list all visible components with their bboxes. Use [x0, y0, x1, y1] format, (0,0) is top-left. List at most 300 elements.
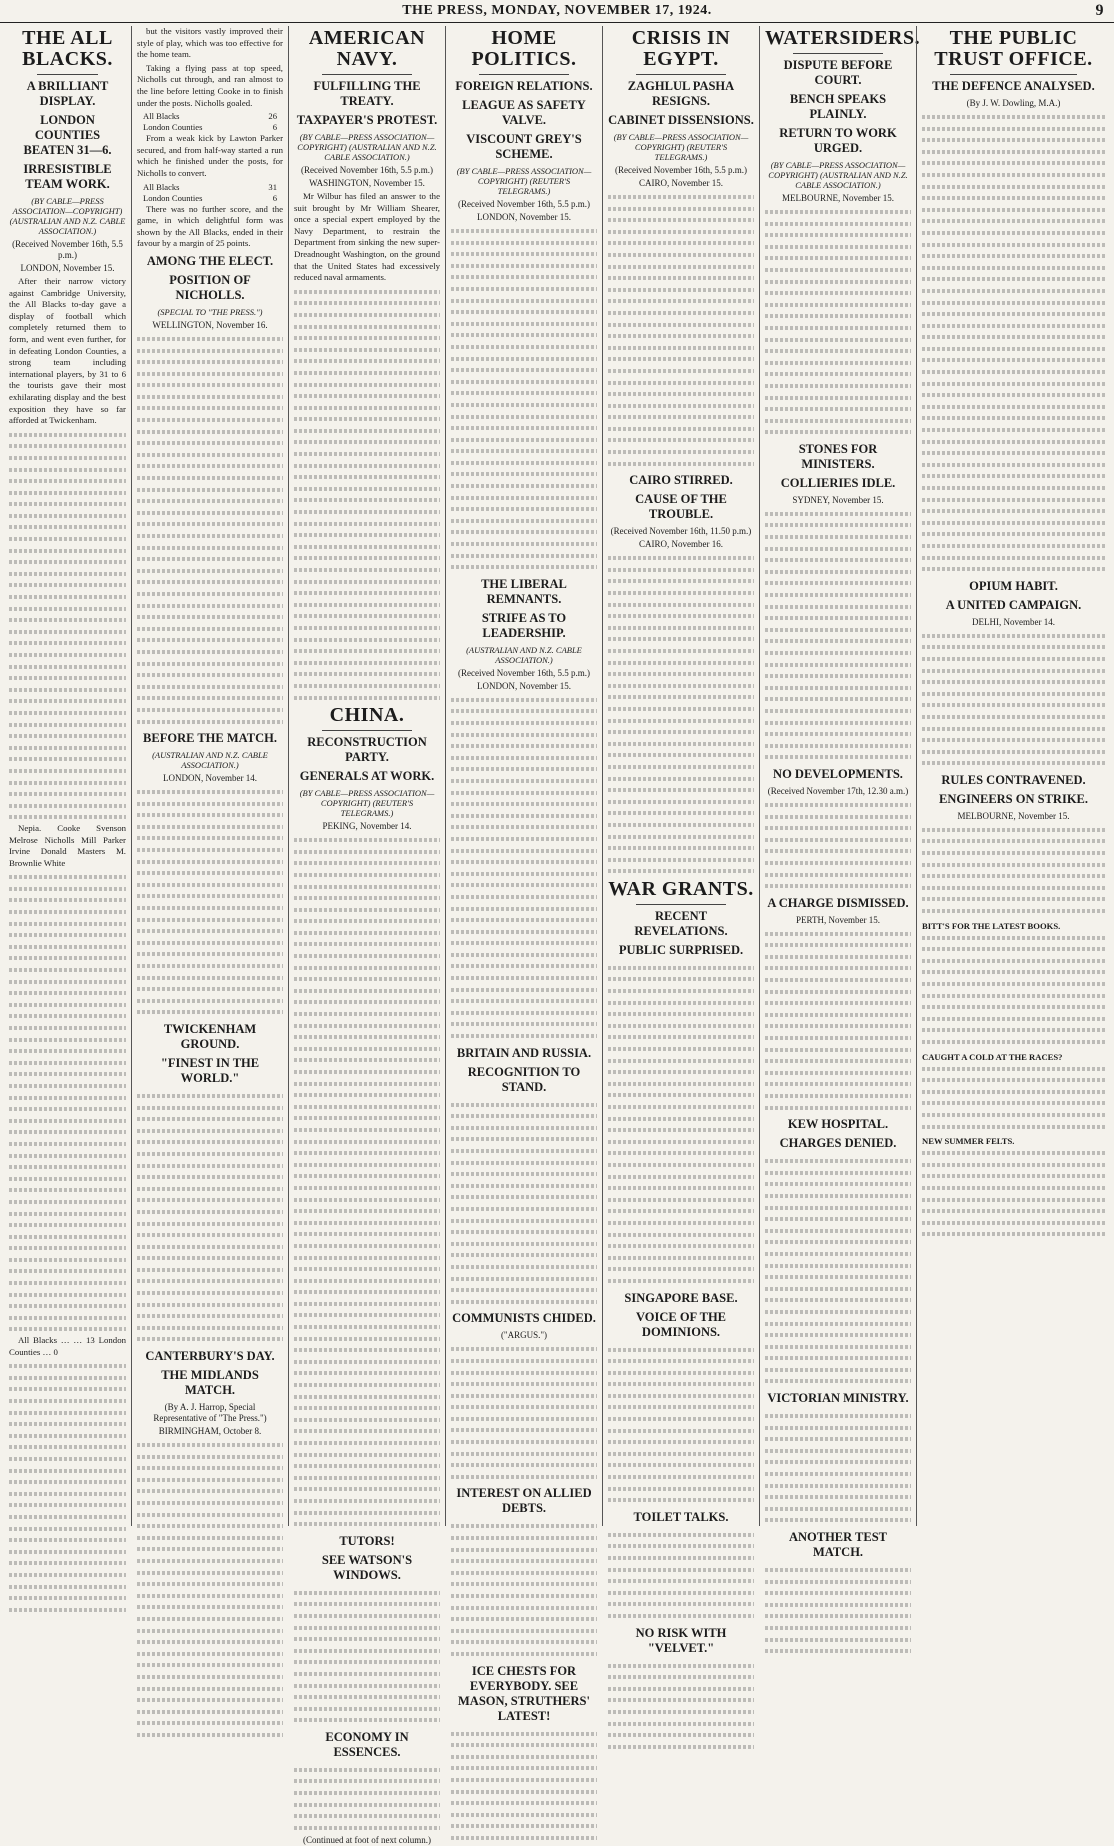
text-line — [137, 530, 283, 542]
article-subheading: CAUSE OF THE TROUBLE. — [635, 492, 727, 522]
text-line — [137, 1694, 283, 1706]
text-line — [451, 237, 597, 249]
text-line — [294, 1217, 440, 1229]
text-line — [922, 517, 1105, 529]
text-line — [294, 1147, 440, 1159]
text-line — [9, 987, 126, 999]
text-line — [608, 191, 754, 203]
text-line — [451, 1636, 597, 1648]
text-line — [922, 563, 1105, 575]
text-line — [451, 995, 597, 1007]
text-line — [451, 763, 597, 775]
text-line — [608, 1089, 754, 1101]
column-7 — [916, 26, 1110, 1526]
text-line — [608, 1552, 754, 1564]
text-line — [765, 799, 911, 811]
score-row — [143, 182, 277, 193]
text-line — [451, 341, 597, 353]
body-copy — [451, 225, 597, 573]
text-line — [608, 784, 754, 796]
text-line — [137, 1636, 283, 1648]
text-line — [451, 914, 597, 926]
text-line — [922, 494, 1105, 506]
text-line — [294, 973, 440, 985]
text-line — [608, 1683, 754, 1695]
text-line — [294, 1089, 440, 1101]
text-line — [137, 1520, 283, 1532]
text-line — [922, 447, 1105, 459]
text-line — [451, 1520, 597, 1532]
text-line — [765, 939, 911, 951]
text-line — [922, 528, 1105, 540]
text-line — [765, 1587, 911, 1599]
article-paragraph: There was no further score, and the game, in which delightful form was shown by the All Blacks, ended in their favour by a margin of 25 points. — [137, 203, 283, 249]
text-line — [9, 1092, 126, 1104]
dateline: PERTH, November 15. — [796, 914, 880, 925]
text-line — [922, 978, 1105, 990]
text-line — [294, 892, 440, 904]
text-line — [922, 1086, 1105, 1098]
text-line — [137, 1717, 283, 1729]
text-line — [294, 1610, 440, 1622]
text-line — [137, 867, 283, 879]
text-line — [765, 1564, 911, 1576]
text-line — [9, 487, 126, 499]
text-line — [765, 986, 911, 998]
article-headline: WAR GRANTS. — [608, 877, 754, 900]
text-line — [765, 1225, 911, 1237]
text-line — [608, 761, 754, 773]
text-line — [294, 1263, 440, 1275]
text-line — [765, 1503, 911, 1515]
text-line — [9, 649, 126, 661]
text-line — [608, 587, 754, 599]
text-line — [451, 729, 597, 741]
text-line — [9, 952, 126, 964]
article-paragraph: but the visitors vastly improved their style of play, which was too effective for the home team. — [137, 26, 283, 60]
text-line — [451, 1625, 597, 1637]
text-line — [9, 1430, 126, 1442]
text-line — [922, 1001, 1105, 1013]
body-copy — [451, 1343, 597, 1482]
text-line — [451, 1413, 597, 1425]
body-copy — [922, 1147, 1105, 1240]
text-line — [922, 905, 1105, 917]
text-line — [294, 1286, 440, 1298]
text-line — [608, 668, 754, 680]
text-line — [451, 248, 597, 260]
text-line — [137, 995, 283, 1007]
text-line — [765, 531, 911, 543]
text-line — [608, 1252, 754, 1264]
text-line — [294, 645, 440, 657]
text-line — [294, 680, 440, 692]
text-line — [765, 1202, 911, 1214]
text-line — [608, 319, 754, 331]
masthead — [0, 0, 1114, 23]
text-line — [137, 1497, 283, 1509]
text-line — [451, 972, 597, 984]
article-subheading: BENCH SPEAKS PLAINLY. — [789, 92, 887, 121]
article-subheading: ENGINEERS ON STRIKE. — [939, 791, 1088, 806]
text-line — [294, 1182, 440, 1194]
text-line — [922, 711, 1105, 723]
text-line — [608, 388, 754, 400]
dateline: MELBOURNE, November 15. — [782, 193, 894, 203]
text-line — [608, 575, 754, 587]
text-line — [294, 1136, 440, 1148]
text-line — [9, 1138, 126, 1150]
text-line — [608, 1483, 754, 1495]
text-line — [9, 684, 126, 696]
text-line — [765, 659, 911, 671]
team-score: 31 — [268, 181, 277, 192]
text-line — [765, 1260, 911, 1272]
text-line — [765, 368, 911, 380]
text-line — [294, 576, 440, 588]
text-line — [294, 379, 440, 391]
headline-rule — [479, 74, 569, 75]
text-line — [765, 1213, 911, 1225]
text-line — [451, 295, 597, 307]
text-line — [294, 1668, 440, 1680]
article-paragraph: After their narrow victory against Cambridge University, the All Blacks to-day gave a display of football which completely returned them to form, and went even further, for in defeating London Counties, a strong team including international players, by 31 to 6 the tourists gave their most exhilarating display and the best exposition they have so far afforded at Twickenham. — [9, 276, 126, 426]
text-line — [137, 1706, 283, 1718]
text-line — [9, 626, 126, 638]
text-line — [451, 1578, 597, 1590]
text-line — [137, 1322, 283, 1334]
text-line — [294, 1714, 440, 1726]
text-line — [608, 1124, 754, 1136]
text-line — [765, 322, 911, 334]
text-line — [9, 1242, 126, 1254]
text-line — [922, 250, 1105, 262]
text-line — [294, 692, 440, 704]
article-headline: AMERICAN NAVY. — [308, 27, 426, 70]
text-line — [294, 938, 440, 950]
score-row — [143, 122, 277, 133]
text-line — [294, 1483, 440, 1495]
text-line — [294, 1822, 440, 1834]
text-line — [137, 809, 283, 821]
text-line — [9, 556, 126, 568]
text-line — [765, 1078, 911, 1090]
text-line — [451, 1797, 597, 1809]
dateline: LONDON, November 15. — [477, 680, 571, 691]
text-line — [294, 1425, 440, 1437]
text-line — [451, 318, 597, 330]
text-line — [608, 1182, 754, 1194]
text-line — [451, 1602, 597, 1614]
text-line — [608, 796, 754, 808]
text-line — [294, 1680, 440, 1692]
article-subheading: CABINET DISSENSIONS. — [608, 113, 754, 127]
text-line — [9, 1395, 126, 1407]
text-line — [137, 704, 283, 716]
article-subheading: TAXPAYER'S PROTEST. — [296, 113, 438, 127]
text-line — [137, 356, 283, 368]
text-line — [451, 1832, 597, 1844]
text-line — [765, 1055, 911, 1067]
text-line — [922, 343, 1105, 355]
text-line — [9, 1150, 126, 1162]
text-line — [922, 955, 1105, 967]
text-line — [451, 1774, 597, 1786]
text-line — [922, 459, 1105, 471]
article-subheading: CHARGES DENIED. — [779, 1136, 897, 1151]
text-line — [765, 252, 911, 264]
text-line — [137, 1171, 283, 1183]
text-line — [765, 1599, 911, 1611]
text-line — [9, 730, 126, 742]
text-line — [294, 367, 440, 379]
text-line — [608, 773, 754, 785]
text-line — [294, 321, 440, 333]
text-line — [608, 691, 754, 703]
body-copy — [451, 694, 597, 1042]
text-line — [9, 533, 126, 545]
text-line — [608, 973, 754, 985]
text-line — [608, 353, 754, 365]
text-line — [765, 1480, 911, 1492]
text-line — [922, 320, 1105, 332]
cable-credit: (BY CABLE—PRESS ASSOCIATION—COPYRIGHT) (AUSTRALIAN AND N.Z. CABLE ASSOCIATION.) — [768, 160, 908, 190]
text-line — [137, 611, 283, 623]
body-copy — [608, 1660, 754, 1753]
text-line — [608, 599, 754, 611]
text-line — [765, 287, 911, 299]
article-subheading: ICE CHESTS FOR EVERYBODY. SEE MASON, STRUTHERS' LATEST! — [458, 1663, 590, 1723]
text-line — [608, 657, 754, 669]
text-line — [451, 376, 597, 388]
text-line — [294, 1367, 440, 1379]
text-line — [294, 1112, 440, 1124]
text-line — [294, 599, 440, 611]
text-line — [294, 1645, 440, 1657]
text-line — [451, 891, 597, 903]
cable-credit: (SPECIAL TO "THE PRESS.") — [157, 306, 263, 317]
text-line — [451, 821, 597, 833]
text-line — [137, 1206, 283, 1218]
text-line — [608, 284, 754, 296]
text-line — [294, 857, 440, 869]
text-line — [9, 1534, 126, 1546]
text-line — [922, 893, 1105, 905]
text-line — [608, 1718, 754, 1730]
text-line — [294, 518, 440, 530]
text-line — [9, 440, 126, 452]
text-line — [451, 984, 597, 996]
text-line — [765, 1491, 911, 1503]
text-line — [765, 962, 911, 974]
text-line — [608, 330, 754, 342]
text-line — [922, 824, 1105, 836]
text-line — [9, 464, 126, 476]
text-line — [451, 1168, 597, 1180]
score-table — [137, 182, 283, 204]
text-line — [137, 1102, 283, 1114]
text-line — [137, 1218, 283, 1230]
text-line — [765, 357, 911, 369]
text-line — [765, 1318, 911, 1330]
text-line — [9, 941, 126, 953]
text-line — [9, 777, 126, 789]
body-copy — [451, 1728, 597, 1844]
text-line — [137, 333, 283, 345]
dateline: WELLINGTON, November 16. — [152, 319, 268, 330]
text-line — [608, 1229, 754, 1241]
text-line — [137, 798, 283, 810]
text-line — [451, 445, 597, 457]
text-line — [294, 483, 440, 495]
text-line — [765, 601, 911, 613]
text-line — [922, 134, 1105, 146]
text-line — [137, 1299, 283, 1311]
text-line — [451, 561, 597, 573]
text-line — [451, 399, 597, 411]
text-line — [9, 707, 126, 719]
text-line — [137, 402, 283, 414]
text-line — [608, 1741, 754, 1753]
text-line — [137, 1160, 283, 1172]
text-line — [608, 1587, 754, 1599]
article-subheading: THE MIDLANDS MATCH. — [161, 1368, 259, 1398]
article-subheading: ANOTHER TEST MATCH. — [788, 1530, 888, 1559]
body-copy — [137, 333, 283, 727]
article-subheading: TUTORS! — [339, 1533, 395, 1548]
article-paragraph: From a weak kick by Lawton Parker secured, and from half-way started a run which he finished under the posts, for Nicholls to convert. — [137, 133, 283, 178]
text-line — [451, 387, 597, 399]
text-line — [9, 1219, 126, 1231]
text-line — [137, 832, 283, 844]
body-copy — [608, 191, 754, 469]
text-line — [922, 285, 1105, 297]
text-line — [608, 377, 754, 389]
text-line — [294, 950, 440, 962]
text-line — [294, 1275, 440, 1287]
text-line — [9, 591, 126, 603]
text-line — [9, 1103, 126, 1115]
text-line — [765, 241, 911, 253]
text-line — [294, 506, 440, 518]
text-line — [9, 1115, 126, 1127]
text-line — [608, 214, 754, 226]
text-line — [137, 844, 283, 856]
text-line — [451, 1122, 597, 1134]
text-line — [922, 378, 1105, 390]
text-line — [765, 1645, 911, 1657]
article-subheading: PUBLIC SURPRISED. — [618, 942, 744, 957]
text-line — [137, 460, 283, 472]
text-line — [137, 1683, 283, 1695]
text-line — [451, 411, 597, 423]
text-line — [451, 1215, 597, 1227]
text-line — [765, 264, 911, 276]
dateline: MELBOURNE, November 15. — [957, 810, 1070, 821]
text-line — [608, 1275, 754, 1287]
text-line — [294, 996, 440, 1008]
text-line — [9, 1441, 126, 1453]
text-line — [9, 452, 126, 464]
text-line — [9, 1581, 126, 1593]
article-subheading: ECONOMY IN ESSENCES. — [325, 1729, 409, 1759]
text-line — [765, 1576, 911, 1588]
text-line — [765, 1422, 911, 1434]
text-line — [608, 342, 754, 354]
text-line — [294, 1587, 440, 1599]
headline-rule — [636, 904, 726, 905]
text-line — [9, 568, 126, 580]
text-line — [9, 1173, 126, 1185]
text-line — [137, 565, 283, 577]
text-line — [922, 1036, 1105, 1048]
text-line — [922, 1170, 1105, 1182]
text-line — [9, 719, 126, 731]
article-subheading: THE LIBERAL REMNANTS. — [481, 576, 567, 606]
article-subheading: COMMUNISTS CHIDED. — [452, 1311, 596, 1326]
text-line — [9, 1289, 126, 1301]
text-line — [608, 552, 754, 564]
body-copy — [294, 1587, 440, 1726]
text-line — [9, 1569, 126, 1581]
article-subheading: CANTERBURY'S DAY. — [145, 1349, 275, 1364]
text-line — [608, 703, 754, 715]
text-line — [765, 1032, 911, 1044]
text-line — [608, 831, 754, 843]
body-copy — [9, 871, 126, 1335]
dateline: (By A. J. Harrop, Special Representative of "The Press.") — [153, 1402, 267, 1424]
text-line — [294, 471, 440, 483]
body-copy — [765, 1410, 911, 1526]
body-copy — [922, 111, 1105, 575]
text-line — [765, 845, 911, 857]
text-line — [294, 622, 440, 634]
body-copy — [451, 1099, 597, 1308]
text-line — [608, 962, 754, 974]
text-line — [608, 842, 754, 854]
article-subheading: KEW HOSPITAL. — [787, 1117, 889, 1132]
text-line — [137, 1439, 283, 1451]
text-line — [137, 368, 283, 380]
text-line — [137, 902, 283, 914]
text-line — [451, 1296, 597, 1308]
text-line — [451, 845, 597, 857]
text-line — [294, 1309, 440, 1321]
text-line — [765, 974, 911, 986]
body-copy — [608, 1344, 754, 1506]
text-line — [608, 1401, 754, 1413]
text-line — [9, 1604, 126, 1616]
text-line — [294, 1194, 440, 1206]
text-line — [922, 1147, 1105, 1159]
text-line — [9, 614, 126, 626]
text-line — [9, 1010, 126, 1022]
text-line — [922, 204, 1105, 216]
text-line — [137, 692, 283, 704]
text-line — [294, 1518, 440, 1530]
text-line — [765, 426, 911, 438]
text-line — [765, 589, 911, 601]
text-line — [608, 1008, 754, 1020]
article-headline: CRISIS IN EGYPT. — [631, 27, 731, 70]
article-subheading: CAIRO STIRRED. — [629, 473, 733, 488]
text-line — [608, 1263, 754, 1275]
text-line — [922, 847, 1105, 859]
score-row — [143, 193, 277, 204]
body-copy — [294, 286, 440, 703]
text-line — [294, 1810, 440, 1822]
text-line — [922, 273, 1105, 285]
